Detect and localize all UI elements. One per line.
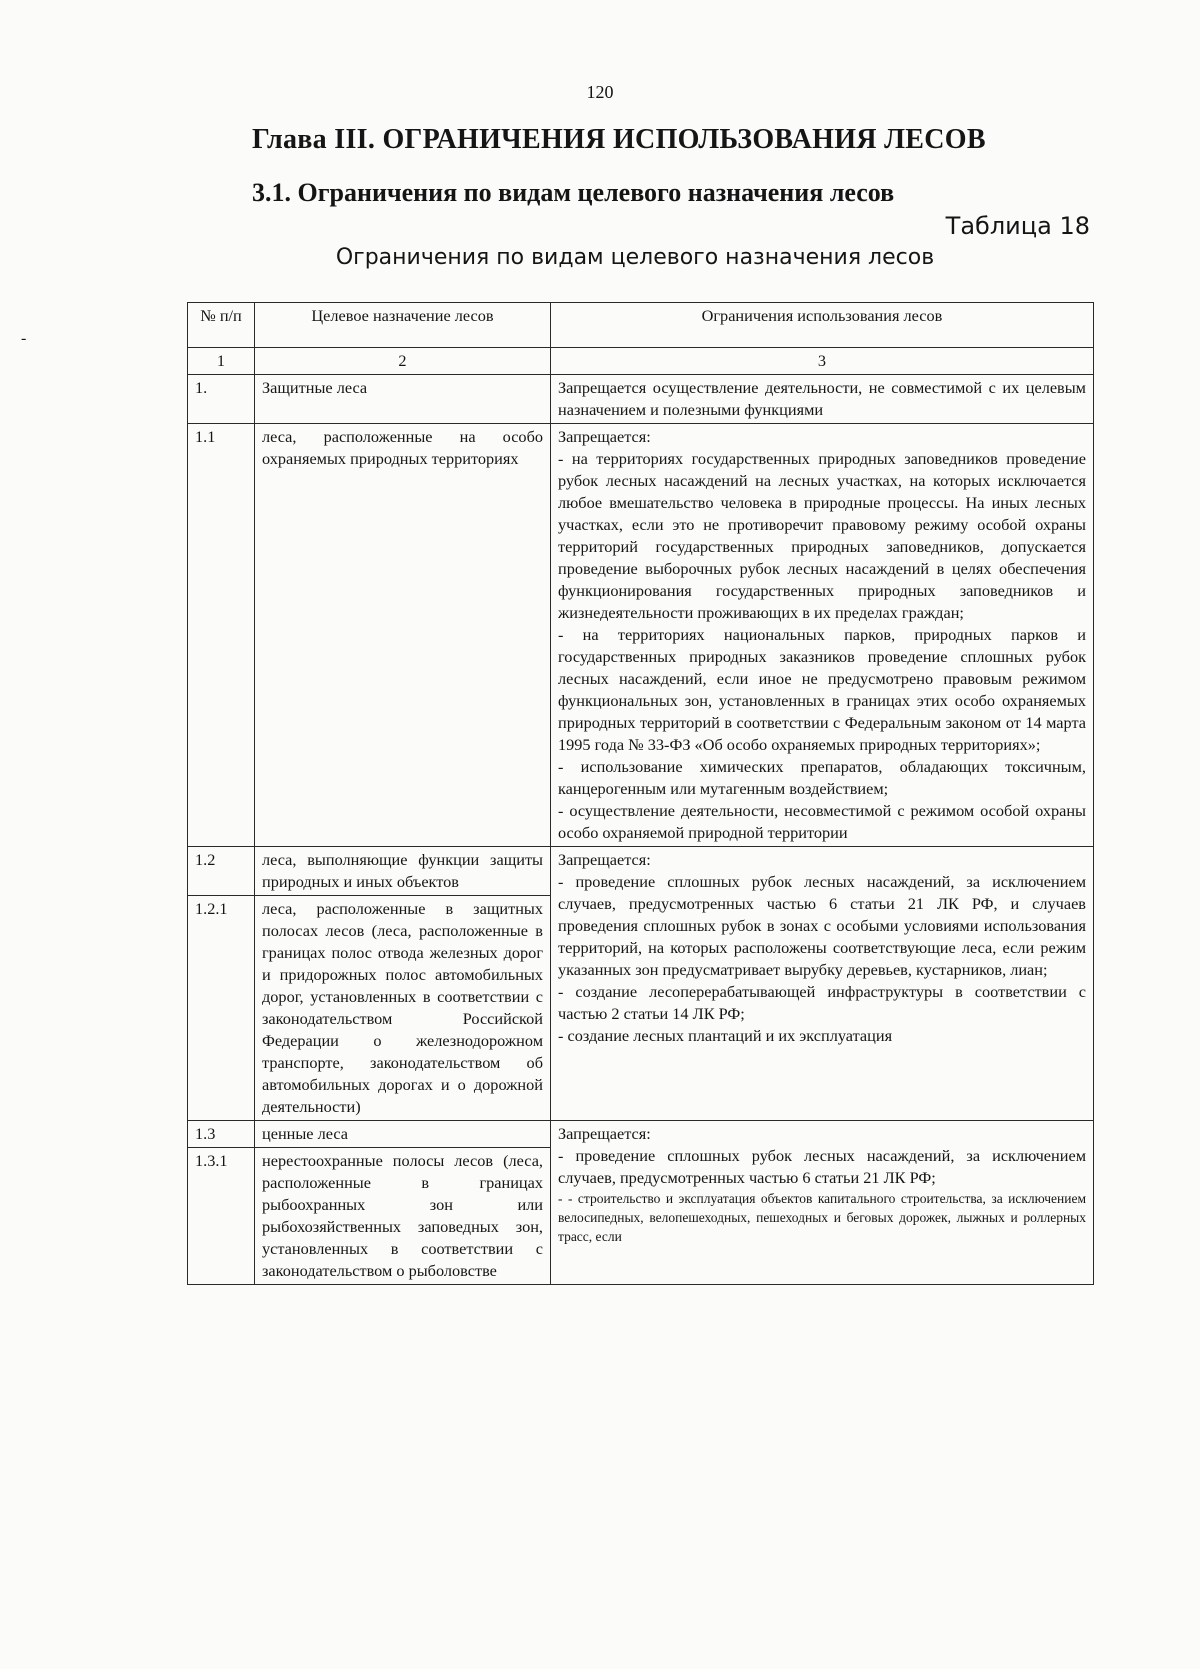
- restriction-line: - создание лесных плантаций и их эксплуатация: [558, 1026, 893, 1045]
- row-restriction: [551, 1121, 1094, 1285]
- header-number: № п/п: [188, 303, 255, 348]
- restriction-line: Запрещается:: [558, 850, 651, 869]
- restriction-line: - - строительство и эксплуатация объектов капитального строительства, за исключением велосипедных, велопешеходных, пешеходных и беговых дорожек, лыжных и роллерных трасс, если: [558, 1191, 1086, 1244]
- column-number: 3: [551, 348, 1094, 375]
- table-row: [188, 375, 1094, 424]
- section-title: 3.1. Ограничения по видам целевого назначения лесов: [252, 178, 895, 207]
- row-number: 1.1: [188, 424, 255, 847]
- header-purpose: Целевое назначение лесов: [255, 303, 551, 348]
- header-restrictions: Ограничения использования лесов: [551, 303, 1094, 348]
- row-purpose: ценные леса: [255, 1121, 551, 1148]
- row-number: 1.2.1: [188, 896, 255, 1121]
- restriction-line: - проведение сплошных рубок лесных насаждений, за исключением случаев, предусмотренных частью 6 статьи 21 ЛК РФ;: [558, 1146, 1086, 1187]
- table-row: [188, 847, 1094, 896]
- restriction-line: Запрещается:: [558, 427, 651, 446]
- row-purpose: леса, выполняющие функции защиты природных и иных объектов: [255, 847, 551, 896]
- row-purpose: леса, расположенные в защитных полосах лесов (леса, расположенные в границах полос отвода железных дорог и придорожных полос автомобильных дорог, установленных в соответствии с законодательством Российской Федерации о железнодорожном транспорте, законодательством об автомобильных дорогах и о дорожной деятельности): [255, 896, 551, 1121]
- table-caption: Ограничения по видам целевого назначения лесов: [335, 245, 935, 270]
- restriction-line: - на территориях государственных природных заповедников проведение рубок лесных насаждений на лесных участках, на которых исключается любое вмешательство человека в природные процессы. На иных лесных участках, если это не противоречит правовому режиму особой охраны территорий государственных природных заповедников, допускается проведение выборочных рубок лесных насаждений в целях обеспечения функционирования государственных природных заповедников и жизнедеятельности проживающих в их пределах граждан;: [558, 449, 1086, 622]
- restriction-line: - на территориях национальных парков, природных парков и государственных природных заказников проведение сплошных рубок лесных насаждений, если иное не предусмотрено правовым режимом функциональных зон, установленных в границах этих особо охраняемых природных территорий в соответствии с Федеральным законом от 14 марта 1995 года № 33-ФЗ «Об особо охраняемых природных территориях»;: [558, 625, 1086, 754]
- restriction-line: - создание лесоперерабатывающей инфраструктуры в соответствии с частью 2 статьи 14 ЛК РФ;: [558, 982, 1086, 1023]
- row-number: 1.: [188, 375, 255, 424]
- restriction-line: - проведение сплошных рубок лесных насаждений, за исключением случаев, предусмотренных частью 6 статьи 21 ЛК РФ, и случаев проведения сплошных рубок в зонах с особыми условиями использования территорий, на которых расположены соответствующие леса, если режим указанных зон предусматривает вырубку деревьев, кустарников, лиан;: [558, 872, 1086, 979]
- row-purpose: Защитные леса: [255, 375, 551, 424]
- table-row: [188, 424, 1094, 847]
- row-purpose: леса, расположенные на особо охраняемых природных территориях: [255, 424, 551, 847]
- chapter-title: Глава III. ОГРАНИЧЕНИЯ ИСПОЛЬЗОВАНИЯ ЛЕСОВ: [252, 124, 986, 155]
- row-restriction: [551, 847, 1094, 1121]
- row-restriction: Запрещается осуществление деятельности, не совместимой с их целевым назначением и полезными функциями: [551, 375, 1094, 424]
- table-label: Таблица 18: [945, 212, 1090, 240]
- restriction-line: - использование химических препаратов, обладающих токсичным, канцерогенным или мутагенным воздействием;: [558, 757, 1086, 798]
- table-row: [188, 1121, 1094, 1148]
- row-purpose: нерестоохранные полосы лесов (леса, расположенные в границах рыбоохранных зон или рыбохозяйственных заповедных зон, установленных в соответствии с законодательством о рыболовстве: [255, 1148, 551, 1285]
- table-header-row: [188, 303, 1094, 348]
- restriction-line: Запрещается:: [558, 1124, 651, 1143]
- restrictions-table: [187, 302, 1094, 1285]
- row-number: 1.3: [188, 1121, 255, 1148]
- row-number: 1.2: [188, 847, 255, 896]
- page-number: 120: [586, 82, 614, 102]
- margin-mark: -: [21, 330, 27, 347]
- row-restriction: [551, 424, 1094, 847]
- column-number: 2: [255, 348, 551, 375]
- column-number: 1: [188, 348, 255, 375]
- column-number-row: [188, 348, 1094, 375]
- row-number: 1.3.1: [188, 1148, 255, 1285]
- restriction-line: - осуществление деятельности, несовместимой с режимом особой охраны особо охраняемой природной территории: [558, 801, 1086, 842]
